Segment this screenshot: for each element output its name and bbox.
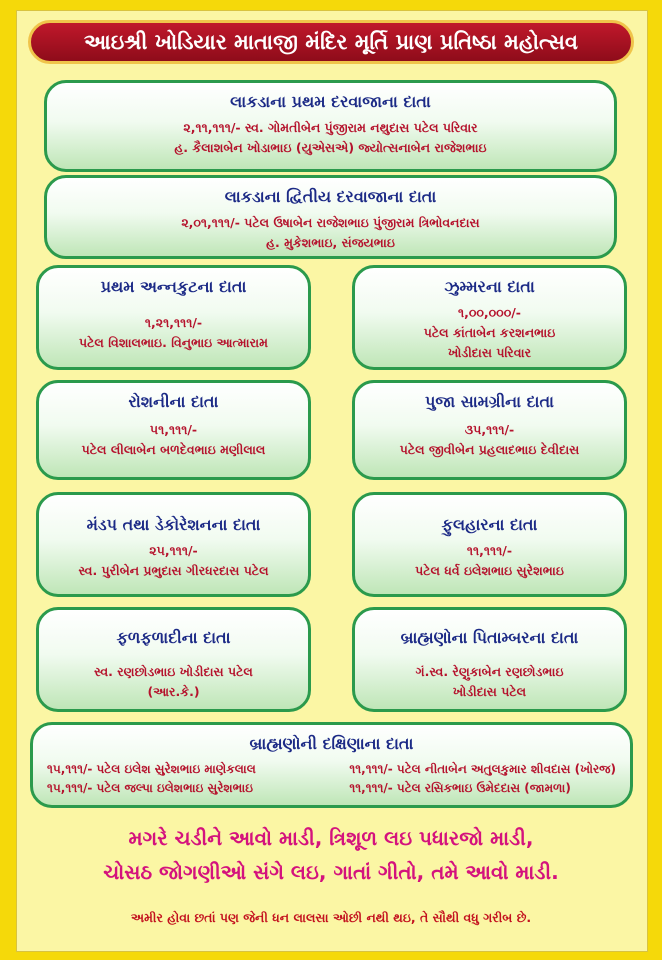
slogan-line-1: મગરે ચડીને આવો માડી, ત્રિશૂળ લઇ પધારજો માડી,: [128, 826, 534, 850]
box-heading: બ્રાહ્મણોની દક્ષિણાના દાતા: [249, 734, 414, 753]
donor-name: પટેલ જીવીબેન પ્રહલાદભાઇ દેવીદાસ: [399, 442, 580, 457]
slogan-line-2: ચોસઠ જોગણીઓ સંગે લઇ, ગાતાં ગીતો, તમે આવો માડી.: [103, 860, 559, 884]
donor-line: ૧૫,૧૧૧/- પટેલ ઇલેશ સુરેશભાઇ માણેકલાલ: [47, 762, 256, 776]
donor-name: (આર.કે.): [147, 684, 200, 699]
box-heading: બ્રાહ્મણોના પિતામ્બરના દાતા: [400, 628, 579, 647]
annakut-donor-box: [36, 265, 311, 370]
donor-line: ૧૫,૧૧૧/- પટેલ જલ્પા ઇલેશભાઇ સુરેશભાઇ: [47, 781, 253, 795]
donation-amount: ૧૧,૧૧૧/-: [466, 543, 513, 558]
box-heading: મંડપ તથા ડેકોરેશનના દાતા: [86, 515, 261, 534]
fulhar-donor-box: [352, 492, 627, 597]
donation-amount: ૫૧,૧૧૧/-: [149, 422, 198, 437]
box-heading: ફળફળાદીના દાતા: [116, 628, 231, 647]
box-heading: પ્રથમ અન્નકુટના દાતા: [100, 277, 247, 296]
pitambar-donor-box: [352, 607, 627, 712]
dakshina-donor-box: [30, 722, 633, 808]
box-heading: રોશનીના દાતા: [128, 392, 219, 411]
donor-name: પટેલ કાંતાબેન કરશનભાઇ: [423, 325, 556, 340]
donor-line: હ. મુકેશભાઇ, સંજયભાઇ: [266, 235, 395, 250]
jhummar-donor-box: [352, 265, 627, 370]
second-door-donor-box: [44, 175, 617, 259]
donor-name: સ્વ. પુરીબેન પ્રભુદાસ ગીરધરદાસ પટેલ: [78, 563, 269, 578]
box-heading: ઝુમ્મરના દાતા: [444, 277, 535, 296]
box-heading: લાકડાના દ્વિતીય દરવાજાના દાતા: [224, 187, 437, 206]
donor-line: ૧૧,૧૧૧/- પટેલ નીતાબેન અતુલકુમાર શીવદાસ (ખોરજ): [349, 762, 616, 776]
donor-name: પટેલ લીલાબેન બળદેવભાઇ મણીલાલ: [81, 442, 266, 457]
donation-amount: ૩૫,૧૧૧/-: [464, 422, 515, 437]
box-heading: લાકડાના પ્રથમ દરવાજાના દાતા: [230, 92, 431, 111]
donor-name: ખોડીદાસ પરિવાર: [447, 345, 532, 360]
donor-name: પટેલ વિશાલભાઇ. વિનુભાઇ આત્મારામ: [79, 335, 268, 350]
box-heading: પુજા સામગ્રીના દાતા: [425, 392, 554, 411]
donor-name: પટેલ ધર્વ ઇલેશભાઇ સુરેશભાઇ: [415, 563, 564, 578]
donation-amount: ૨૫,૧૧૧/-: [149, 543, 198, 558]
footer-quote: અમીર હોવા છતાં પણ જેની ધન લાલસા ઓછી નથી થઇ, તે સૌથી વધુ ગરીબ છે.: [130, 910, 532, 925]
dakshina-left-column: [47, 760, 256, 798]
donor-name: સ્વ. રણછોડભાઇ ખોડીદાસ પટેલ: [94, 664, 253, 679]
donation-amount: ૧,૦૦,૦૦૦/-: [457, 305, 521, 320]
roshni-donor-box: [36, 380, 311, 480]
first-door-donor-box: [44, 80, 617, 172]
donation-amount: ૧,૨૧,૧૧૧/-: [144, 315, 203, 330]
donor-line: ૨,૧૧,૧૧૧/- સ્વ. ગોમતીબેન પુંજીરામ નથુદાસ પટેલ પરિવાર: [183, 120, 478, 135]
puja-samagri-donor-box: [352, 380, 627, 480]
donor-name: ખોડીદાસ પટેલ: [452, 684, 527, 699]
donor-line: ૧૧,૧૧૧/- પટેલ રસિકભાઇ ઉમેદદાસ (જામળા): [349, 781, 571, 795]
mandap-decoration-donor-box: [36, 492, 311, 597]
box-heading: ફુલહારના દાતા: [441, 515, 538, 534]
dakshina-right-column: [349, 760, 616, 798]
falfaladi-donor-box: [36, 607, 311, 712]
poster-title: આઇશ્રી ખોડિયાર માતાજી મંદિર મૂર્તિ પ્રાણ પ્રતિષ્ઠા મહોત્સવ: [28, 20, 634, 64]
donor-name: ગં.સ્વ. રેણુકાબેન રણછોડભાઇ: [415, 664, 564, 679]
donor-line: ૨,૦૧,૧૧૧/- પટેલ ઉષાબેન રાજેશભાઇ પુંજીરામ ત્રિભોવનદાસ: [181, 215, 480, 230]
donor-line: હ. કૈલાશબેન ખોડાભાઇ (યુએસએ) જ્યોત્સનાબેન રાજેશભાઇ: [174, 140, 487, 155]
